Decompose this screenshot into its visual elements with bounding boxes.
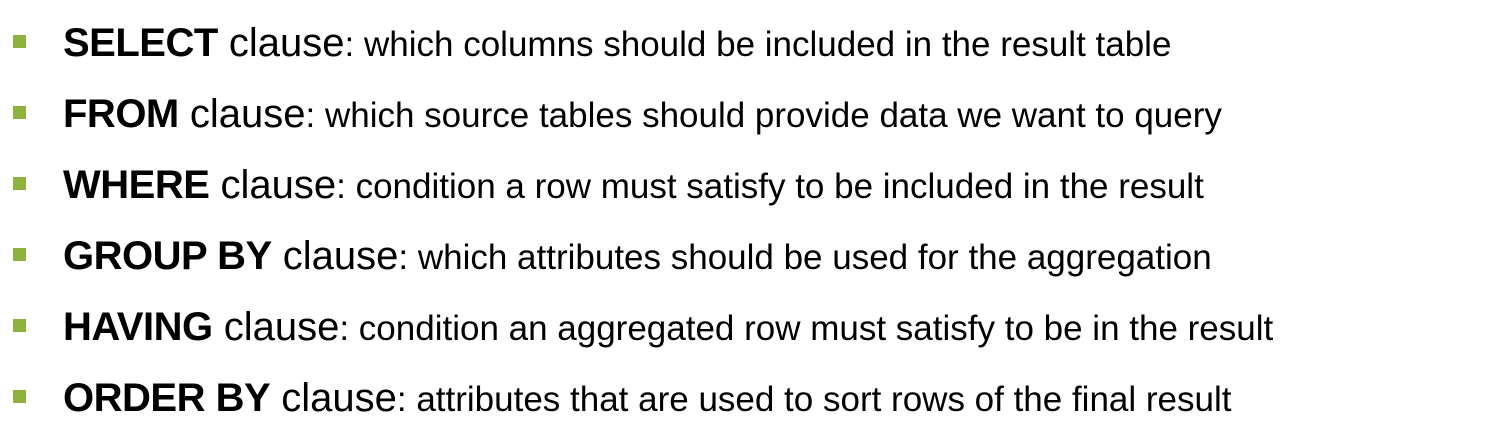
sql-clause-list xyxy=(0,8,1506,434)
list-item-having xyxy=(0,292,1506,363)
bullet-text xyxy=(63,304,1273,359)
clause-label: clause xyxy=(217,21,345,65)
list-item-group-by xyxy=(0,221,1506,292)
clause-description: : condition an aggregated row must satisfy to be in the result xyxy=(339,309,1274,348)
square-bullet-icon xyxy=(13,177,26,190)
clause-keyword: WHERE xyxy=(63,163,210,207)
bullet-text xyxy=(63,233,1212,288)
list-item-order-by xyxy=(0,363,1506,434)
bullet-text xyxy=(63,91,1222,146)
square-bullet-icon xyxy=(13,35,26,48)
list-item-select xyxy=(0,8,1506,79)
clause-label: clause xyxy=(271,234,399,278)
square-bullet-icon xyxy=(13,248,26,261)
square-bullet-icon xyxy=(13,319,26,332)
bullet-text xyxy=(63,20,1171,75)
clause-description: : condition a row must satisfy to be included in the result xyxy=(336,167,1204,206)
clause-label: clause xyxy=(212,305,340,349)
bullet-text xyxy=(63,375,1231,430)
clause-keyword: HAVING xyxy=(63,305,213,349)
bullet-text xyxy=(63,162,1204,217)
clause-keyword: ORDER BY xyxy=(63,376,271,420)
list-item-where xyxy=(0,150,1506,221)
clause-label: clause xyxy=(209,163,337,207)
clause-description: : which attributes should be used for the aggregation xyxy=(398,238,1212,277)
clause-label: clause xyxy=(178,92,306,136)
clause-description: : which source tables should provide data we want to query xyxy=(305,96,1222,135)
clause-description: : attributes that are used to sort rows of the final result xyxy=(396,380,1232,419)
clause-label: clause xyxy=(270,376,397,420)
square-bullet-icon xyxy=(13,106,26,119)
clause-keyword: FROM xyxy=(63,92,179,136)
clause-keyword: SELECT xyxy=(63,21,218,65)
clause-keyword: GROUP BY xyxy=(63,234,272,278)
list-item-from xyxy=(0,79,1506,150)
square-bullet-icon xyxy=(13,390,26,403)
clause-description: : which columns should be included in the result table xyxy=(344,25,1172,64)
